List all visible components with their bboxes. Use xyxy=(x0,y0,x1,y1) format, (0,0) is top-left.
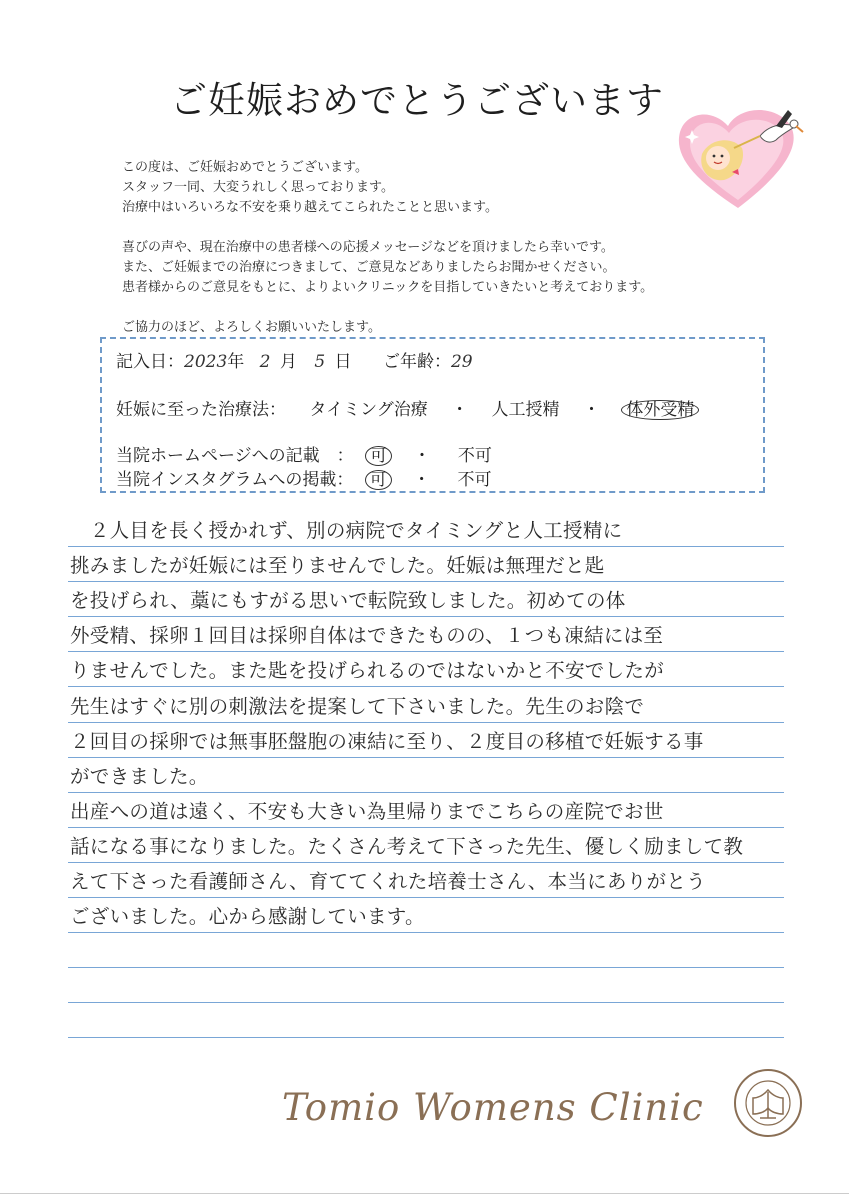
message-line xyxy=(68,933,784,968)
message-line-text: ございました。心から感謝しています。 xyxy=(70,905,425,929)
separator: ・ xyxy=(582,400,600,420)
day-unit: 日 xyxy=(334,352,352,372)
survey-form-box xyxy=(100,337,765,493)
message-line-text: を投げられ、藁にもすがる思いで転院致しました。初めての体 xyxy=(70,589,626,613)
treatment-row xyxy=(116,395,699,420)
message-line-text: 話になる事になりました。たくさん考えて下さった先生、優しく励まして教 xyxy=(70,834,744,858)
homepage-consent-row xyxy=(116,441,492,466)
message-line xyxy=(68,547,784,582)
treatment-option-timing: タイミング治療 xyxy=(309,400,428,420)
date-age-row xyxy=(116,347,473,372)
intro-line: また、ご妊娠までの治療につきまして、ご意見などありましたらお聞かせください。 xyxy=(122,260,616,275)
message-line xyxy=(68,652,784,687)
clinic-logo-text: Tomio Womens Clinic xyxy=(282,1086,704,1129)
message-line-text: えて下さった看護師さん、育ててくれた培養士さん、本当にありがとう xyxy=(70,870,706,894)
date-day: 5 xyxy=(314,352,326,372)
intro-line: 治療中はいろいろな不安を乗り越えてこられたことと思います。 xyxy=(122,200,498,215)
intro-text xyxy=(122,158,653,338)
instagram-label: 当院インスタグラムへの掲載： xyxy=(116,470,354,490)
treatment-label: 妊娠に至った治療法： xyxy=(116,400,286,420)
bottom-divider xyxy=(0,1193,849,1194)
message-line-text: 出産への道は遠く、不安も大きい為里帰りまでこちらの産院でお世 xyxy=(70,799,664,823)
separator: ・ xyxy=(413,470,431,490)
message-line xyxy=(68,898,784,933)
age-value: 29 xyxy=(450,352,473,372)
instagram-consent-row xyxy=(116,465,492,490)
message-line xyxy=(68,512,784,547)
homepage-label: 当院ホームページへの記載 ： xyxy=(116,446,354,466)
intro-line: スタッフ一同、大変うれしく思っております。 xyxy=(122,180,394,195)
message-line xyxy=(68,582,784,617)
treatment-option-iui: 人工授精 xyxy=(491,400,560,420)
instagram-option-yes-circled: 可 xyxy=(365,470,392,490)
stork-baby-illustration xyxy=(672,100,804,212)
treatment-option-ivf-circled: 体外受精 xyxy=(621,400,699,420)
month-unit: 月 xyxy=(279,352,297,372)
age-label: ご年齢： xyxy=(382,352,451,372)
message-line xyxy=(68,828,784,863)
instagram-option-no: 不可 xyxy=(457,470,492,490)
intro-line: 喜びの声や、現在治療中の患者様への応援メッセージなどを頂けましたら幸いです。 xyxy=(122,240,614,255)
message-line-text: りませんでした。また匙を投げられるのではないかと不安でしたが xyxy=(70,659,665,683)
message-line xyxy=(68,968,784,1003)
message-line-text: 先生はすぐに別の刺激法を提案して下さいました。先生のお陰で xyxy=(70,694,645,718)
message-line xyxy=(68,1003,784,1038)
message-line-text: 挑みましたが妊娠には至りませんでした。妊娠は無理だと匙 xyxy=(70,554,605,578)
message-line-text: ができました。 xyxy=(70,764,209,788)
separator: ・ xyxy=(413,446,431,466)
date-month: 2 xyxy=(259,352,271,372)
intro-line: ご協力のほど、よろしくお願いいたします。 xyxy=(122,320,381,335)
message-line xyxy=(68,758,784,793)
date-label: 記入日： xyxy=(116,352,184,372)
year-unit: 年 xyxy=(227,352,245,372)
message-line xyxy=(68,687,784,722)
homepage-option-yes-circled: 可 xyxy=(365,446,392,466)
message-line-text: ２人目を長く授かれず、別の病院でタイミングと人工授精に xyxy=(70,519,623,543)
message-line-text: ２回目の採卵では無事胚盤胞の凍結に至り、２度目の移植で妊娠する事 xyxy=(70,729,704,753)
intro-line: この度は、ご妊娠おめでとうございます。 xyxy=(122,160,368,175)
message-line xyxy=(68,617,784,652)
handwritten-message xyxy=(68,512,784,1038)
intro-line: 患者様からのご意見をもとに、よりよいクリニックを目指していきたいと考えております。 xyxy=(122,280,654,295)
clinic-emblem-icon xyxy=(733,1068,803,1138)
message-line xyxy=(68,863,784,898)
homepage-option-no: 不可 xyxy=(457,446,492,466)
message-line xyxy=(68,723,784,758)
separator: ・ xyxy=(451,400,469,420)
date-year: 2023 xyxy=(184,352,228,372)
page-title: ご妊娠おめでとうございます xyxy=(170,79,664,122)
message-line xyxy=(68,793,784,828)
message-line-text: 外受精、採卵１回目は採卵自体はできたものの、１つも凍結には至 xyxy=(70,624,664,648)
